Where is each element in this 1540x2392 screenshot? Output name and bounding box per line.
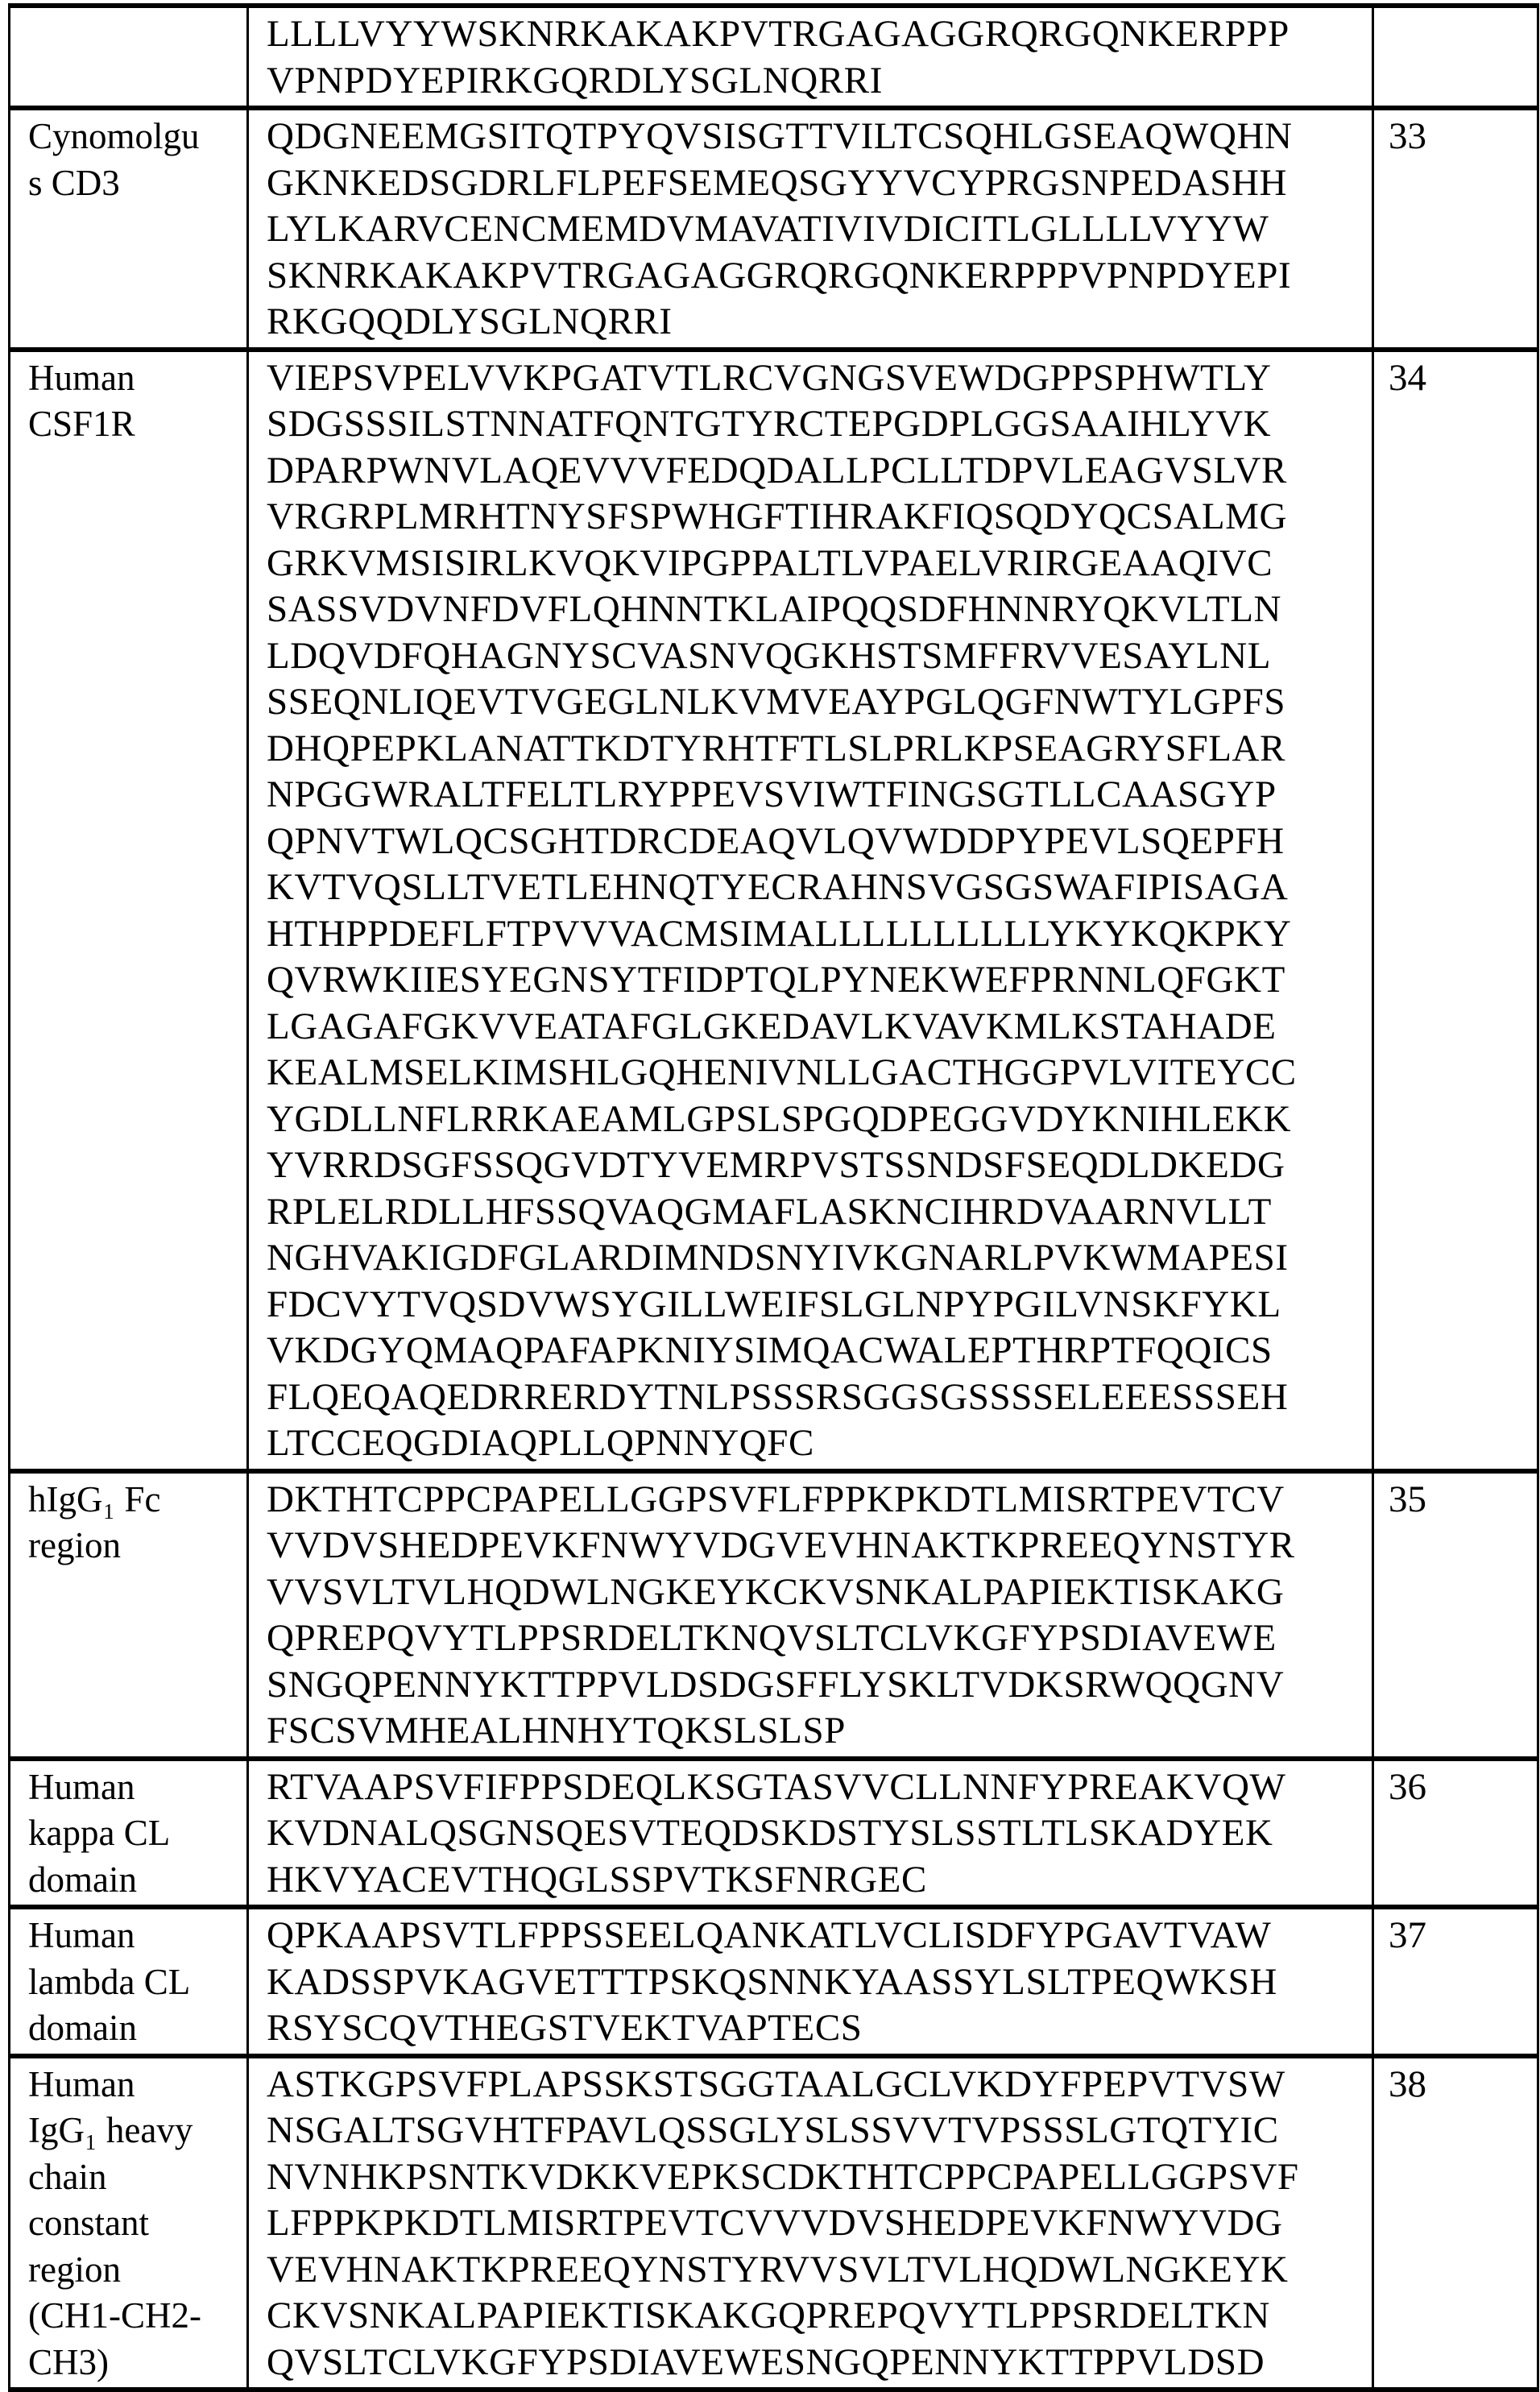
sequence-line: LTCCEQGDIAQPLLQPNNYQFC (267, 1420, 1372, 1467)
sequence-name-cell (10, 350, 248, 1471)
sequence-cell (248, 108, 1373, 350)
sequence-line: KADSSPVKAGVETTTPSKQSNNKYAASSYLSLTPEQWKSH (267, 1959, 1372, 2006)
sequence-name-line: region (28, 1523, 246, 1569)
sequence-name-line: chain (28, 2154, 246, 2201)
sequence-line: FDCVYTVQSDVWSYGILLWEIFSLGLNPYPGILVNSKFYKL (267, 1282, 1372, 1329)
sequence-line: NGHVAKIGDFGLARDIMNDSNYIVKGNARLPVKWMAPESI (267, 1235, 1372, 1282)
sequence-line: HTHPPDEFLFTPVVVACMSIMALLLLLLLLLLYKYKQKPKY (267, 911, 1372, 958)
sequence-name-line: constant (28, 2200, 246, 2247)
seq-id-cell (1373, 108, 1538, 350)
sequence-line: SNGQPENNYKTTPPVLDSDGSFFLYSKLTVDKSRWQQGNV (267, 1662, 1372, 1709)
sequence-line: GKNKEDSGDRLFLPEFSEMEQSGYYVCYPRGSNPEDASHH (267, 160, 1372, 207)
table-row (10, 1759, 1538, 1908)
table-row (10, 1471, 1538, 1759)
sequence-line: NSGALTSGVHTFPAVLQSSGLYSLSSVVTVPSSSLGTQTYIC (267, 2108, 1372, 2154)
sequence-name-line: Cynomolgu (28, 114, 246, 160)
sequence-line: RSYSCQVTHEGSTVEKTVAPTECS (267, 2005, 1372, 2052)
sequence-cell (248, 6, 1373, 108)
table-row (10, 350, 1538, 1471)
sequence-name-line: Human (28, 1913, 246, 1959)
sequence-line: QPKAAPSVTLFPPSSEELQANKATLVCLISDFYPGAVTVAW (267, 1913, 1372, 1959)
sequence-line: KVTVQSLLTVETLEHNQTYECRAHNSVGSGSWAFIPISAGA (267, 864, 1372, 911)
sequence-line: RPLELRDLLHFSSQVAQGMAFLASKNCIHRDVAARNVLLT (267, 1189, 1372, 1236)
sequence-name-cell (10, 2056, 248, 2390)
sequence-line: QPNVTWLQCSGHTDRCDEAQVLQVWDDPYPEVLSQEPFH (267, 819, 1372, 865)
sequence-line: VVDVSHEDPEVKFNWYVDGVEVHNAKTKPREEQYNSTYR (267, 1523, 1372, 1569)
sequence-name-cell (10, 6, 248, 108)
sequence-line: SASSVDVNFDVFLQHNNTKLAIPQQSDFHNNRYQKVLTLN (267, 587, 1372, 633)
sequence-line: DPARPWNVLAQEVVVFEDQDALLPCLLTDPVLEAGVSLVR (267, 448, 1372, 495)
sequence-name-line: domain (28, 1857, 246, 1904)
sequence-name-line: Human (28, 1764, 246, 1811)
seq-id-cell (1373, 2056, 1538, 2390)
sequence-line: VKDGYQMAQPAFAPKNIYSIMQACWALEPTHRPTFQQICS (267, 1328, 1372, 1374)
sequence-cell (248, 1759, 1373, 1908)
sequence-line: HKVYACEVTHQGLSSPVTKSFNRGEC (267, 1857, 1372, 1904)
table-row (10, 108, 1538, 350)
sequence-line: NPGGWRALTFELTLRYPPEVSVIWTFINGSGTLLCAASGYP (267, 772, 1372, 819)
seq-id-cell (1373, 6, 1538, 108)
sequence-name-cell (10, 108, 248, 350)
sequence-line: QVRWKIIESYEGNSYTFIDPTQLPYNEKWEFPRNNLQFGKT (267, 957, 1372, 1004)
seq-id-number: 34 (1389, 355, 1537, 402)
sequence-line: YVRRDSGFSSQGVDTYVEMRPVSTSSNDSFSEQDLDKEDG (267, 1142, 1372, 1189)
seq-id-number: 35 (1389, 1477, 1537, 1524)
sequence-line: VEVHNAKTKPREEQYNSTYRVVSVLTVLHQDWLNGKEYK (267, 2247, 1372, 2294)
sequence-line: VRGRPLMRHTNYSFSPWHGFTIHRAKFIQSQDYQCSALMG (267, 494, 1372, 541)
sequence-line: LLLLVYYWSKNRKAKAKPVTRGAGAGGRQRGQNKERPPP (267, 11, 1372, 58)
sequence-line: QDGNEEMGSITQTPYQVSISGTTVILTCSQHLGSEAQWQHN (267, 114, 1372, 160)
sequence-name-line: (CH1-CH2- (28, 2293, 246, 2340)
sequence-line: RTVAAPSVFIFPPSDEQLKSGTASVVCLLNNFYPREAKVQW (267, 1764, 1372, 1811)
sequence-cell (248, 350, 1373, 1471)
sequence-name-line: s CD3 (28, 160, 246, 207)
sequence-line: GRKVMSISIRLKVQKVIPGPPALTLVPAELVRIRGEAAQIVC (267, 541, 1372, 587)
sequence-table-body (10, 6, 1538, 2390)
seq-id-cell (1373, 1471, 1538, 1759)
seq-id-cell (1373, 1907, 1538, 2056)
sequence-cell (248, 1907, 1373, 2056)
sequence-cell (248, 1471, 1373, 1759)
sequence-name-line: hIgG₁ Fc (28, 1477, 246, 1524)
sequence-cell (248, 2056, 1373, 2390)
sequence-name-line: CSF1R (28, 401, 246, 448)
sequence-line: FSCSVMHEALHNHYTQKSLSLSP (267, 1708, 1372, 1755)
sequence-line: VPNPDYEPIRKGQRDLYSGLNQRRI (267, 58, 1372, 105)
sequence-name-line: domain (28, 2005, 246, 2052)
sequence-line: KEALMSELKIMSHLGQHENIVNLLGACTHGGPVLVITEYCC (267, 1050, 1372, 1097)
sequence-line: QVSLTCLVKGFYPSDIAVEWESNGQPENNYKTTPPVLDSD (267, 2340, 1372, 2386)
sequence-line: SKNRKAKAKPVTRGAGAGGRQRGQNKERPPPVPNPDYEPI (267, 253, 1372, 300)
seq-id-cell (1373, 1759, 1538, 1908)
sequence-line: LGAGAFGKVVEATAFGLGKEDAVLKVAVKMLKSTAHADE (267, 1004, 1372, 1051)
sequence-line: NVNHKPSNTKVDKKVEPKSCDKTHTCPPCPAPELLGGPSVF (267, 2154, 1372, 2201)
sequence-line: LDQVDFQHAGNYSCVASNVQGKHSTSMFFRVVESAYLNL (267, 633, 1372, 680)
sequence-line: YGDLLNFLRRKAEAMLGPSLSPGQDPEGGVDYKNIHLEKK (267, 1097, 1372, 1143)
sequence-line: RKGQQDLYSGLNQRRI (267, 299, 1372, 346)
table-row (10, 2056, 1538, 2390)
sequence-line: FLQEQAQEDRRERDYTNLPSSSRSGGSGSSSSELEEESSSEH (267, 1374, 1372, 1421)
sequence-line: DKTHTCPPCPAPELLGGPSVFLFPPKPKDTLMISRTPEVTCV (267, 1477, 1372, 1524)
sequence-line: SSEQNLIQEVTVGEGLNLKVMVEAYPGLQGFNWTYLGPFS (267, 679, 1372, 726)
table-row (10, 1907, 1538, 2056)
sequence-name-cell (10, 1907, 248, 2056)
table-row (10, 6, 1538, 108)
sequence-line: ASTKGPSVFPLAPSSKSTSGGTAALGCLVKDYFPEPVTVSW (267, 2062, 1372, 2108)
seq-id-number: 36 (1389, 1764, 1537, 1811)
sequence-name-line: IgG₁ heavy (28, 2108, 246, 2154)
sequence-name-line: CH3) (28, 2340, 246, 2386)
sequence-table (8, 3, 1539, 2392)
sequence-name-line: Human (28, 2062, 246, 2108)
sequence-line: DHQPEPKLANATTKDTYRHTFTLSLPRLKPSEAGRYSFLAR (267, 726, 1372, 773)
seq-id-number: 33 (1389, 114, 1537, 160)
sequence-line: QPREPQVYTLPPSRDELTKNQVSLTCLVKGFYPSDIAVEWE (267, 1615, 1372, 1662)
sequence-line: LFPPKPKDTLMISRTPEVTCVVVDVSHEDPEVKFNWYVDG (267, 2200, 1372, 2247)
sequence-name-cell (10, 1759, 248, 1908)
sequence-line: LYLKARVCENCMEMDVMAVATIVIVDICITLGLLLLVYYW (267, 206, 1372, 253)
sequence-name-line: region (28, 2247, 246, 2294)
sequence-line: CKVSNKALPAPIEKTISKAKGQPREPQVYTLPPSRDELTKN (267, 2293, 1372, 2340)
seq-id-number: 37 (1389, 1913, 1537, 1959)
sequence-line: VVSVLTVLHQDWLNGKEYKCKVSNKALPAPIEKTISKAKG (267, 1569, 1372, 1616)
seq-id-number: 38 (1389, 2062, 1537, 2108)
sequence-line: VIEPSVPELVVKPGATVTLRCVGNGSVEWDGPPSPHWTLY (267, 355, 1372, 402)
sequence-line: KVDNALQSGNSQESVTEQDSKDSTYSLSSTLTLSKADYEK (267, 1810, 1372, 1857)
sequence-name-line: lambda CL (28, 1959, 246, 2006)
seq-id-cell (1373, 350, 1538, 1471)
sequence-name-line: Human (28, 355, 246, 402)
sequence-name-line: kappa CL (28, 1810, 246, 1857)
sequence-name-cell (10, 1471, 248, 1759)
sequence-line: SDGSSSILSTNNATFQNTGTYRCTEPGDPLGGSAAIHLYVK (267, 401, 1372, 448)
